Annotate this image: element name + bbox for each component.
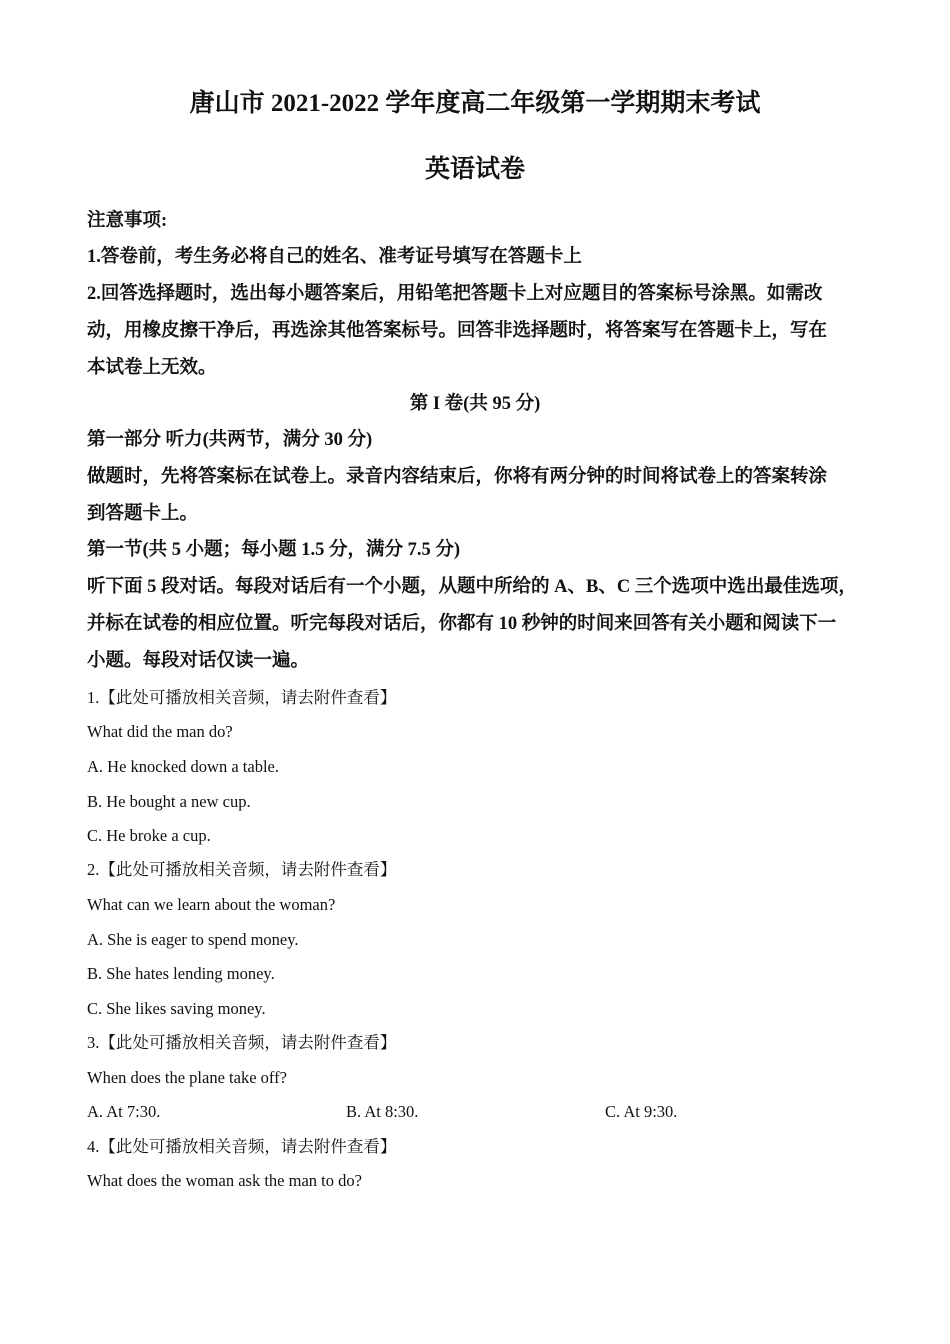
question-1-audio-label: 1.【此处可播放相关音频，请去附件查看】 (87, 688, 397, 707)
question-2-option-a: A. She is eager to spend money. (87, 930, 299, 949)
exam-subtitle: 英语试卷 (424, 156, 525, 183)
section1-instructions-line-2: 并标在试卷的相应位置。听完每段对话后，你都有 10 秒钟的时间来回答有关小题和阅读下一 (87, 614, 837, 634)
question-2-option-b: B. She hates lending money. (87, 964, 275, 983)
notice-item-2-line-1: 2.回答选择题时，选出每小题答案后，用铅笔把答题卡上对应题目的答案标号涂黑。如需改 (87, 284, 823, 304)
question-1-option-a: A. He knocked down a table. (87, 757, 279, 776)
question-2-audio-label: 2.【此处可播放相关音频，请去附件查看】 (87, 860, 397, 879)
question-3-audio-label: 3.【此处可播放相关音频，请去附件查看】 (87, 1033, 397, 1052)
part1-instructions-line-2: 到答题卡上。 (87, 504, 199, 524)
question-3-option-a: A. At 7:30. (87, 1102, 161, 1121)
question-1-option-c: C. He broke a cup. (87, 826, 211, 845)
question-3-option-c: C. At 9:30. (605, 1102, 678, 1121)
notice-item-2-line-2: 动，用橡皮擦干净后，再选涂其他答案标号。回答非选择题时，将答案写在答题卡上，写在 (87, 321, 828, 341)
question-3-text: When does the plane take off? (87, 1068, 287, 1087)
notice-heading: 注意事项: (87, 211, 168, 231)
question-2-text: What can we learn about the woman? (87, 895, 336, 914)
volume-title: 第 I 卷(共 95 分) (409, 394, 541, 414)
notice-item-1: 1.答卷前，考生务必将自己的姓名、准考证号填写在答题卡上 (87, 247, 582, 267)
question-1-option-b: B. He bought a new cup. (87, 792, 251, 811)
question-3-option-b: B. At 8:30. (346, 1102, 419, 1121)
notice-item-2-line-3: 本试卷上无效。 (87, 358, 217, 378)
question-4-text: What does the woman ask the man to do? (87, 1171, 362, 1190)
section1-instructions-line-3: 小题。每段对话仅读一遍。 (87, 651, 310, 671)
question-1-text: What did the man do? (87, 722, 233, 741)
part1-heading: 第一部分 听力(共两节，满分 30 分) (87, 430, 373, 450)
exam-title: 唐山市 2021-2022 学年度高二年级第一学期期末考试 (189, 90, 761, 117)
question-4-audio-label: 4.【此处可播放相关音频，请去附件查看】 (87, 1137, 397, 1156)
section1-heading: 第一节(共 5 小题；每小题 1.5 分，满分 7.5 分) (87, 540, 461, 560)
question-2-option-c: C. She likes saving money. (87, 999, 266, 1018)
section1-instructions-line-1: 听下面 5 段对话。每段对话后有一个小题，从题中所给的 A、B、C 三个选项中选出最佳选项， (87, 577, 857, 597)
part1-instructions-line-1: 做题时，先将答案标在试卷上。录音内容结束后，你将有两分钟的时间将试卷上的答案转涂 (87, 467, 828, 487)
